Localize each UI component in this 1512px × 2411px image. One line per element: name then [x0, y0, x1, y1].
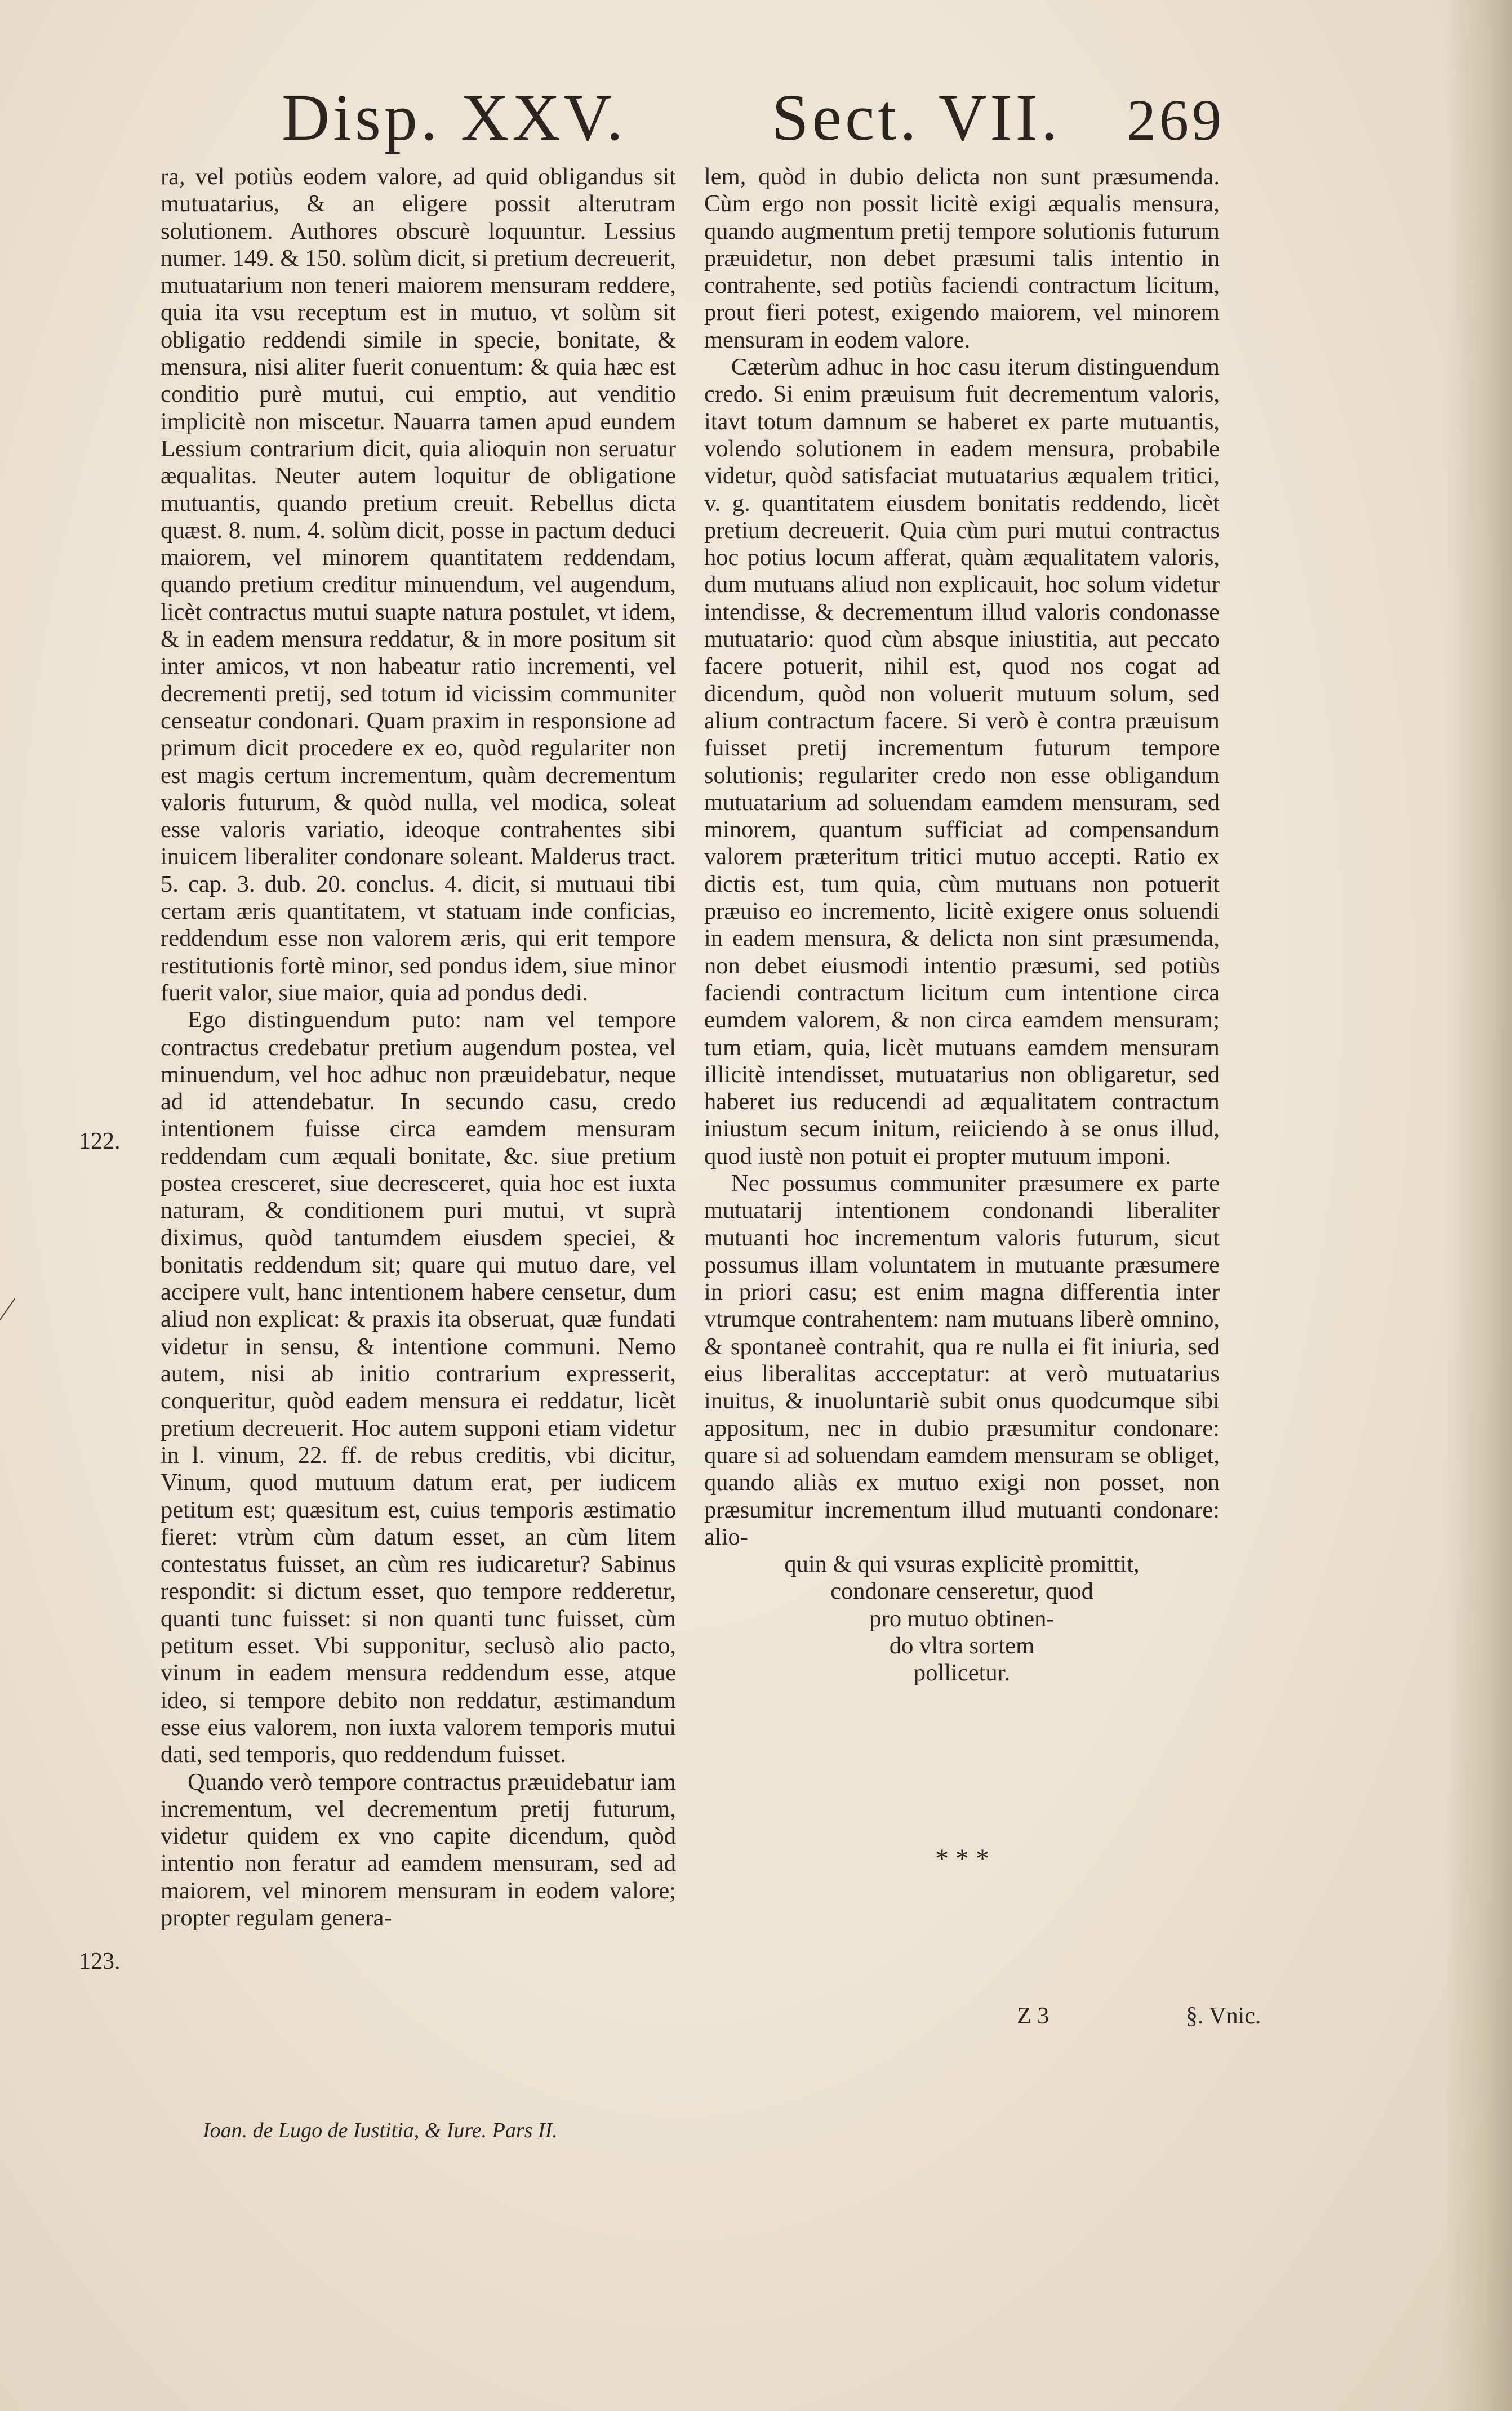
running-title-footer: Ioan. de Lugo de Iustitia, & Iure. Pars II. — [203, 2119, 558, 2142]
paragraph-number-123: 123. — [79, 1949, 121, 1974]
page-edge-shadow — [1444, 0, 1512, 2411]
tail-line-2: condonare censeretur, quod — [830, 1578, 1093, 1605]
running-head-section: Sect. VII. — [772, 81, 1061, 154]
left-paragraph-2: Ego distinguendum puto: nam vel tempore contractus credebatur pretium augendum postea, vel minuendum, vel hoc adhuc non præuidebatur, neque ad id attendebatur. In secundo casu, credo intentionem fuisse circa eamdem mensuram reddendam cum æquali bonitate, &c. siue pretium postea cresceret, siue decresceret, quia hoc est iuxta naturam, & conditionem puri mutui, vt suprà diximus, quòd tantumdem eiusdem speciei, & bonitatis reddendum sit; quare qui mutuo dare, vel accipere vult, hanc intentionem habere censetur, dum aliud non explicat: & praxis ita obseruat, quæ fundati videtur in sensu, & intentione communi. Nemo autem, nisi ab initio contrarium expresserit, conqueritur, quòd eadem mensura ei reddatur, licèt pretium decreuerit. Hoc autem supponi etiam videtur in l. vinum, 22. ff. de rebus creditis, vbi dicitur, Vinum, quod mutuum datum erat, per iudicem petitum est; quæsitum est, cuius temporis æstimatio fieret: vtrùm cùm datum esset, an cùm litem contestatus fuisset, an cùm res iudicaretur? Sabinus respondit: si dictum esset, quo tempore redderetur, quanti tunc fuisset: si non quanti tunc fuisset, cùm petitum esset. Vbi supponitur, seclusò alio pacto, vinum in eadem mensura reddendum esse, atque ideo, si tempore debito non reddatur, æstimandum esse eius valorem, non iuxta valorem temporis mutui dati, sed temporis, quo reddendum fuisset. — [161, 1007, 676, 1768]
right-column — [704, 163, 1220, 1687]
paragraph-number-122: 122. — [79, 1128, 121, 1154]
left-column — [161, 163, 676, 1932]
left-paragraph-3: Quando verò tempore contractus præuidebatur iam incrementum, vel decrementum pretij futurum, videtur quidem ex vno capite dicendum, quòd intentio non feratur ad eamdem mensuram, sed ad maiorem, vel minorem mensuram in eodem valore; propter regulam genera- — [161, 1768, 676, 1931]
running-head-disputation: Disp. XXV. — [282, 81, 626, 154]
right-paragraph-3: Nec possumus communiter præsumere ex parte mutuatarij intentionem condonandi liberaliter mutuanti hoc incrementum valoris futurum, sicut possumus illam voluntatem in mutuante præsumere in priori casu; est enim magna differentia inter vtrumque contrahentem: nam mutuans liberè omnino, & spontaneè contrahit, qua re nulla ei fit iniuria, sed eius liberalitas accceptatur: at verò mutuatarius inuitus, & inuoluntariè subit onus quodcumque sibi appositum, nec in dubio præsumitur condonare: quare si ad soluendam eamdem mensuram se obliget, quando aliàs ex mutuo exigi non posset, non præsumitur incrementum illud mutuanti condonare: alio- — [704, 1169, 1220, 1550]
tail-line-3: pro mutuo obtinen- — [869, 1605, 1055, 1632]
page-number: 269 — [1127, 88, 1225, 153]
margin-pen-mark — [0, 1298, 15, 1327]
right-paragraph-1: lem, quòd in dubio delicta non sunt præsumenda. Cùm ergo non possit licitè exigi æqualis mensura, quando augmentum pretij tempore solutionis futurum præuidetur, non debet præsumi talis intentio in contrahente, sed potiùs faciendi contractum licitum, prout fieri potest, exigendo maiorem, vel minorem mensuram in eodem valore. — [704, 163, 1220, 353]
left-paragraph-1: ra, vel potiùs eodem valore, ad quid obligandus sit mutuatarius, & an eligere possit alterutram solutionem. Authores obscurè loquuntur. Lessius numer. 149. & 150. solùm dicit, si pretium decreuerit, mutuatarium non teneri maiorem mensuram reddere, quia ita vsu receptum est in mutuo, vt solùm sit obligatio reddendi simile in specie, bonitate, & mensura, nisi aliter fuerit conuentum: & quia hæc est conditio purè mutui, cui emptio, aut venditio implicitè non miscetur. Nauarra tamen apud eundem Lessium contrarium dicit, quia alioquin non seruatur æqualitas. Neuter autem loquitur de obligatione mutuantis, quando pretium creuit. Rebellus dicta quæst. 8. num. 4. solùm dicit, posse in pactum deduci maiorem, vel minorem quantitatem reddendam, quando pretium creditur minuendum, vel augendum, licèt contractus mutui suapte natura postulet, vt idem, & in eadem mensura reddatur, & in more positum sit inter amicos, vt non habeatur ratio incrementi, vel decrementi pretij, sed totum id vicissim communiter censeatur condonari. Quam praxim in responsione ad primum dicit procedere ex eo, quòd regulariter non est magis certum incrementum, quàm decrementum valoris futurum, & quòd nulla, vel modica, soleat esse valoris variatio, ideoque contrahentes sibi inuicem liberaliter condonare soleant. Malderus tract. 5. cap. 3. dub. 20. conclus. 4. dicit, si mutuaui tibi certam æris quantitatem, vt statuam inde conficias, reddendum esse non valorem æris, qui erit tempore restitutionis fortè minor, sed pondus idem, siue minor fuerit valor, siue maior, quia ad pondus dedi. — [161, 163, 676, 1006]
asterism: * * * — [935, 1844, 989, 1874]
right-paragraph-2: Cæterùm adhuc in hoc casu iterum distinguendum credo. Si enim præuisum fuit decrementum valoris, itavt totum damnum se haberet ex parte mutuantis, volendo solutionem in eadem mensura, probabile videtur, quòd satisfaciat mutuatarius æqualem tritici, v. g. quantitatem eiusdem bonitatis reddendo, licèt pretium decreuerit. Quia cùm puri mutui contractus hoc potius locum afferat, quàm æqualitatem valoris, dum mutuans aliud non explicauit, hoc solum videtur intendisse, & decrementum illud valoris condonasse mutuatario: quod cùm absque iniustitia, aut peccato facere potuerit, nihil est, quod nos cogat ad dicendum, quòd non voluerit mutuum solum, sed alium contractum facere. Si verò è contra præuisum fuisset pretij incrementum futurum tempore solutionis; regulariter credo non esse obligandum mutuatarium ad soluendam eamdem mensuram, sed minorem, quantum sufficiat ad compensandum valorem præteritum tritici mutuo accepti. Ratio ex dictis est, tum quia, cùm mutuans non potuerit præuiso eo incremento, licitè exigere onus soluendi in eadem mensura, & delicta non sint præsumenda, non debet eiusmodi intentio præsumi, sed potiùs faciendi contractum licitum cum intentione circa eumdem valorem, & non circa eamdem mensuram; tum etiam, quia, licèt mutuans eamdem mensuram illicitè intendisset, mutuatarius non obligaretur, sed haberet ius reducendi ad æqualitatem contractum iniustum secum initum, reiiciendo à se onus illud, quod iustè non potuit ei propter mutuum imponi. — [704, 354, 1220, 1169]
tail-line-1: quin & qui vsuras explicitè promittit, — [784, 1551, 1140, 1578]
tail-line-5: pollicetur. — [913, 1660, 1011, 1687]
catchword: §. Vnic. — [1186, 2003, 1261, 2029]
tail-line-4: do vltra sortem — [889, 1632, 1035, 1660]
signature-mark: Z 3 — [1017, 2003, 1049, 2029]
